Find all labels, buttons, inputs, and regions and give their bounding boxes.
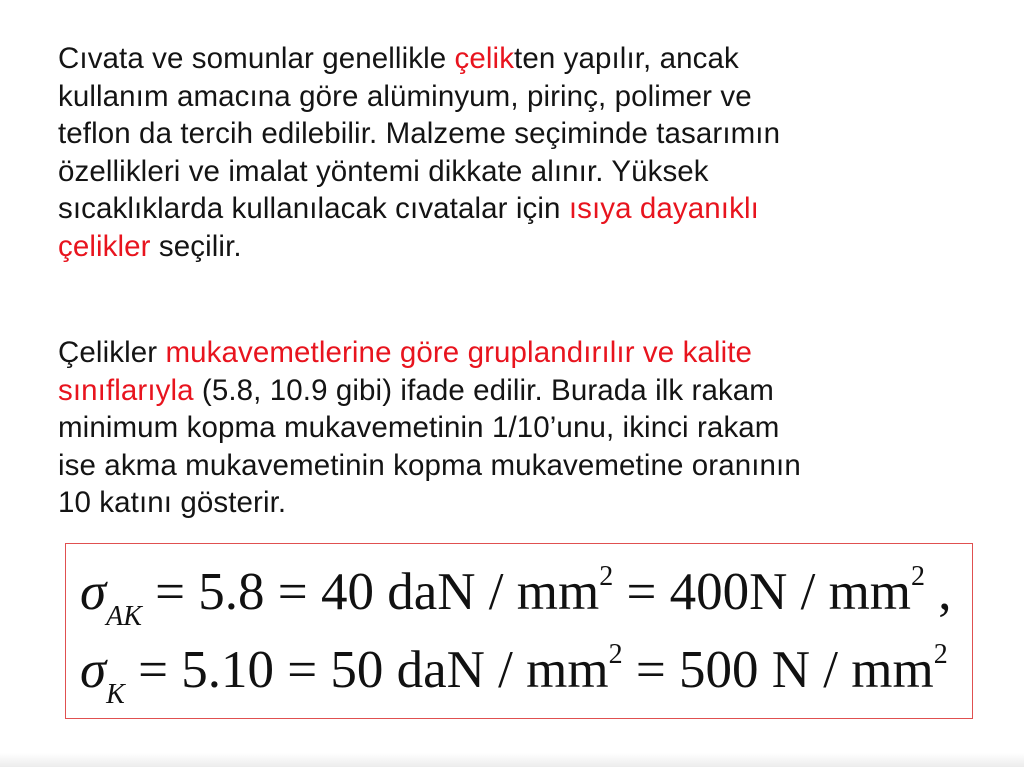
highlight-steels: çelikler <box>58 229 151 263</box>
formula-text: = 5.10 = 50 daN / mm <box>124 641 609 699</box>
subscript: K <box>106 679 125 710</box>
highlight-classes: sınıflarıyla <box>58 373 194 407</box>
text-segment: ise akma mukavemetinin kopma mukavemetine oranının <box>58 448 801 482</box>
formula-text: = 400N / mm <box>613 563 912 621</box>
text-segment: seçilir. <box>150 229 242 263</box>
formula-text: = 5.8 = 40 daN / mm <box>141 563 600 621</box>
text-segment: 10 katını gösterir. <box>58 486 287 519</box>
sigma-symbol: σ <box>80 641 107 699</box>
text-segment: teflon da tercih edilebilir. Malzeme seçiminde tasarımın <box>58 117 781 150</box>
formula-box <box>65 543 973 719</box>
sigma-symbol: σ <box>80 563 107 621</box>
text-segment: ten yapılır, ancak <box>514 42 739 75</box>
bottom-edge-shadow <box>0 753 1024 767</box>
text-segment: sıcaklıklarda kullanılacak cıvatalar için <box>58 192 569 225</box>
exponent: 2 <box>933 639 948 670</box>
highlight-heat-resistant: ısıya dayanıklı <box>568 192 759 225</box>
subscript: AK <box>106 601 142 632</box>
text-segment: (5.8, 10.9 gibi) ifade edilir. Burada ilk rakam <box>193 373 774 407</box>
text-segment: minimum kopma mukavemetinin 1/10’unu, ikinci rakam <box>58 411 780 444</box>
paragraph-material <box>58 40 988 265</box>
text-segment: Cıvata ve somunlar genellikle <box>58 42 455 75</box>
formula-text: = 500 N / mm <box>622 641 934 699</box>
formula-yield-strength <box>80 561 952 632</box>
exponent: 2 <box>911 561 926 592</box>
exponent: 2 <box>608 639 623 670</box>
highlight-grouping: mukavemetlerine göre gruplandırılır ve kalite <box>165 336 753 369</box>
formula-comma: , <box>925 563 952 621</box>
text-segment: Çelikler <box>58 336 166 369</box>
highlight-celik: çelik <box>454 42 515 75</box>
text-segment: kullanım amacına göre alüminyum, pirinç, polimer ve <box>58 79 752 113</box>
formula-tensile-strength <box>80 639 948 710</box>
paragraph-strength-classes <box>58 334 988 522</box>
text-segment: özellikleri ve imalat yöntemi dikkate alınır. Yüksek <box>58 154 709 188</box>
exponent: 2 <box>599 561 614 592</box>
